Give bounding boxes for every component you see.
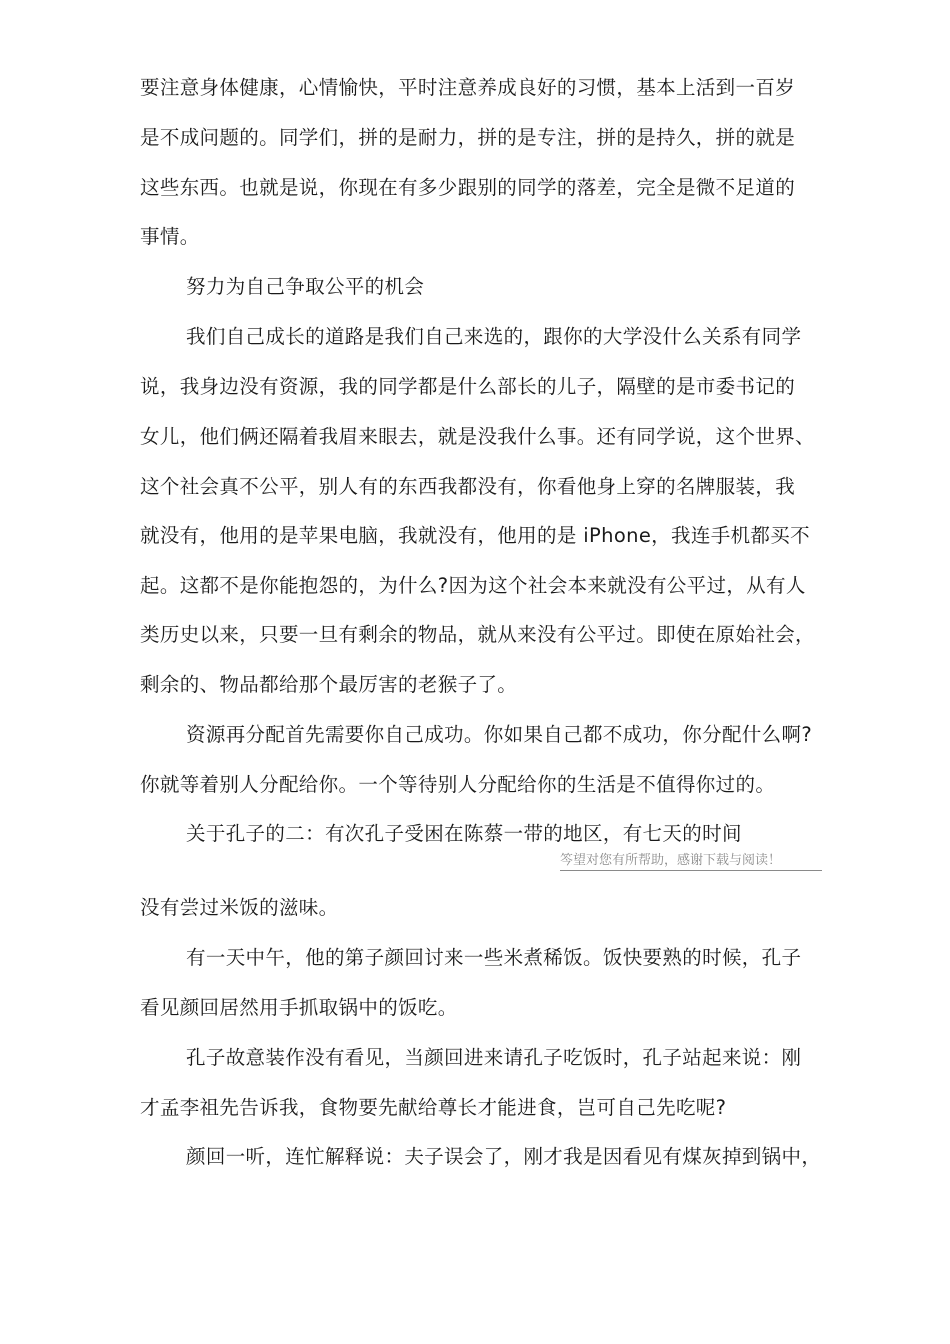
text-line: 没有尝过米饭的滋味。: [140, 896, 339, 919]
text-line: 说，我身边没有资源，我的同学都是什么部长的儿子，隔壁的是市委书记的: [140, 375, 796, 398]
text-line: 剩余的、物品都给那个最厉害的老猴子了。: [140, 673, 518, 696]
text-line: 就没有，他用的是苹果电脑，我就没有，他用的是 iPhone，我连手机都买不: [140, 524, 810, 547]
text-line: 看见颜回居然用手抓取锅中的饭吃。: [140, 996, 458, 1019]
text-line: 颜回一听，连忙解释说：夫子误会了，刚才我是因看见有煤灰掉到锅中，: [186, 1145, 822, 1168]
download-note: 笒望对您有所帮助，感谢下载与阅读！: [560, 852, 822, 871]
section-heading: 努力为自己争取公平的机会: [186, 275, 425, 298]
text-line: 这些东西。也就是说，你现在有多少跟别的同学的落差，完全是微不足道的: [140, 176, 796, 199]
text-line: 关于孔子的二：有次孔子受困在陈蔡一带的地区，有七天的时间: [186, 822, 742, 845]
text-line: 才孟李祖先告诉我，食物要先献给尊长才能进食，岂可自己先吃呢?: [140, 1096, 727, 1119]
text-line: 女儿，他们俩还隔着我眉来眼去，就是没我什么事。还有同学说，这个世界、: [140, 425, 815, 448]
text-line: 要注意身体健康，心情愉快，平时注意养成良好的习惯，基本上活到一百岁: [140, 76, 796, 99]
text-line: 是不成问题的。同学们，拼的是耐力，拼的是专注，拼的是持久，拼的就是: [140, 126, 796, 149]
text-line: 我们自己成长的道路是我们自己来选的，跟你的大学没什么关系有同学: [186, 325, 802, 348]
text-line: 资源再分配首先需要你自己成功。你如果自己都不成功，你分配什么啊?: [186, 723, 813, 746]
text-line: 你就等着别人分配给你。一个等待别人分配给你的生活是不值得你过的。: [140, 773, 776, 796]
text-line: 起。这都不是你能抱怨的，为什么?因为这个社会本来就没有公平过，从有人: [140, 574, 806, 597]
text-line: 这个社会真不公平，别人有的东西我都没有，你看他身上穿的名牌服装，我: [140, 475, 796, 498]
text-line: 事情。: [140, 225, 200, 248]
text-line: 有一天中午，他的第子颜回讨来一些米煮稀饭。饭快要熟的时候，孔子: [186, 946, 802, 969]
text-line: 孔子故意装作没有看见，当颜回进来请孔子吃饭时，孔子站起来说：刚: [186, 1046, 802, 1069]
text-line: 类历史以来，只要一旦有剩余的物品，就从来没有公平过。即使在原始社会，: [140, 623, 815, 646]
